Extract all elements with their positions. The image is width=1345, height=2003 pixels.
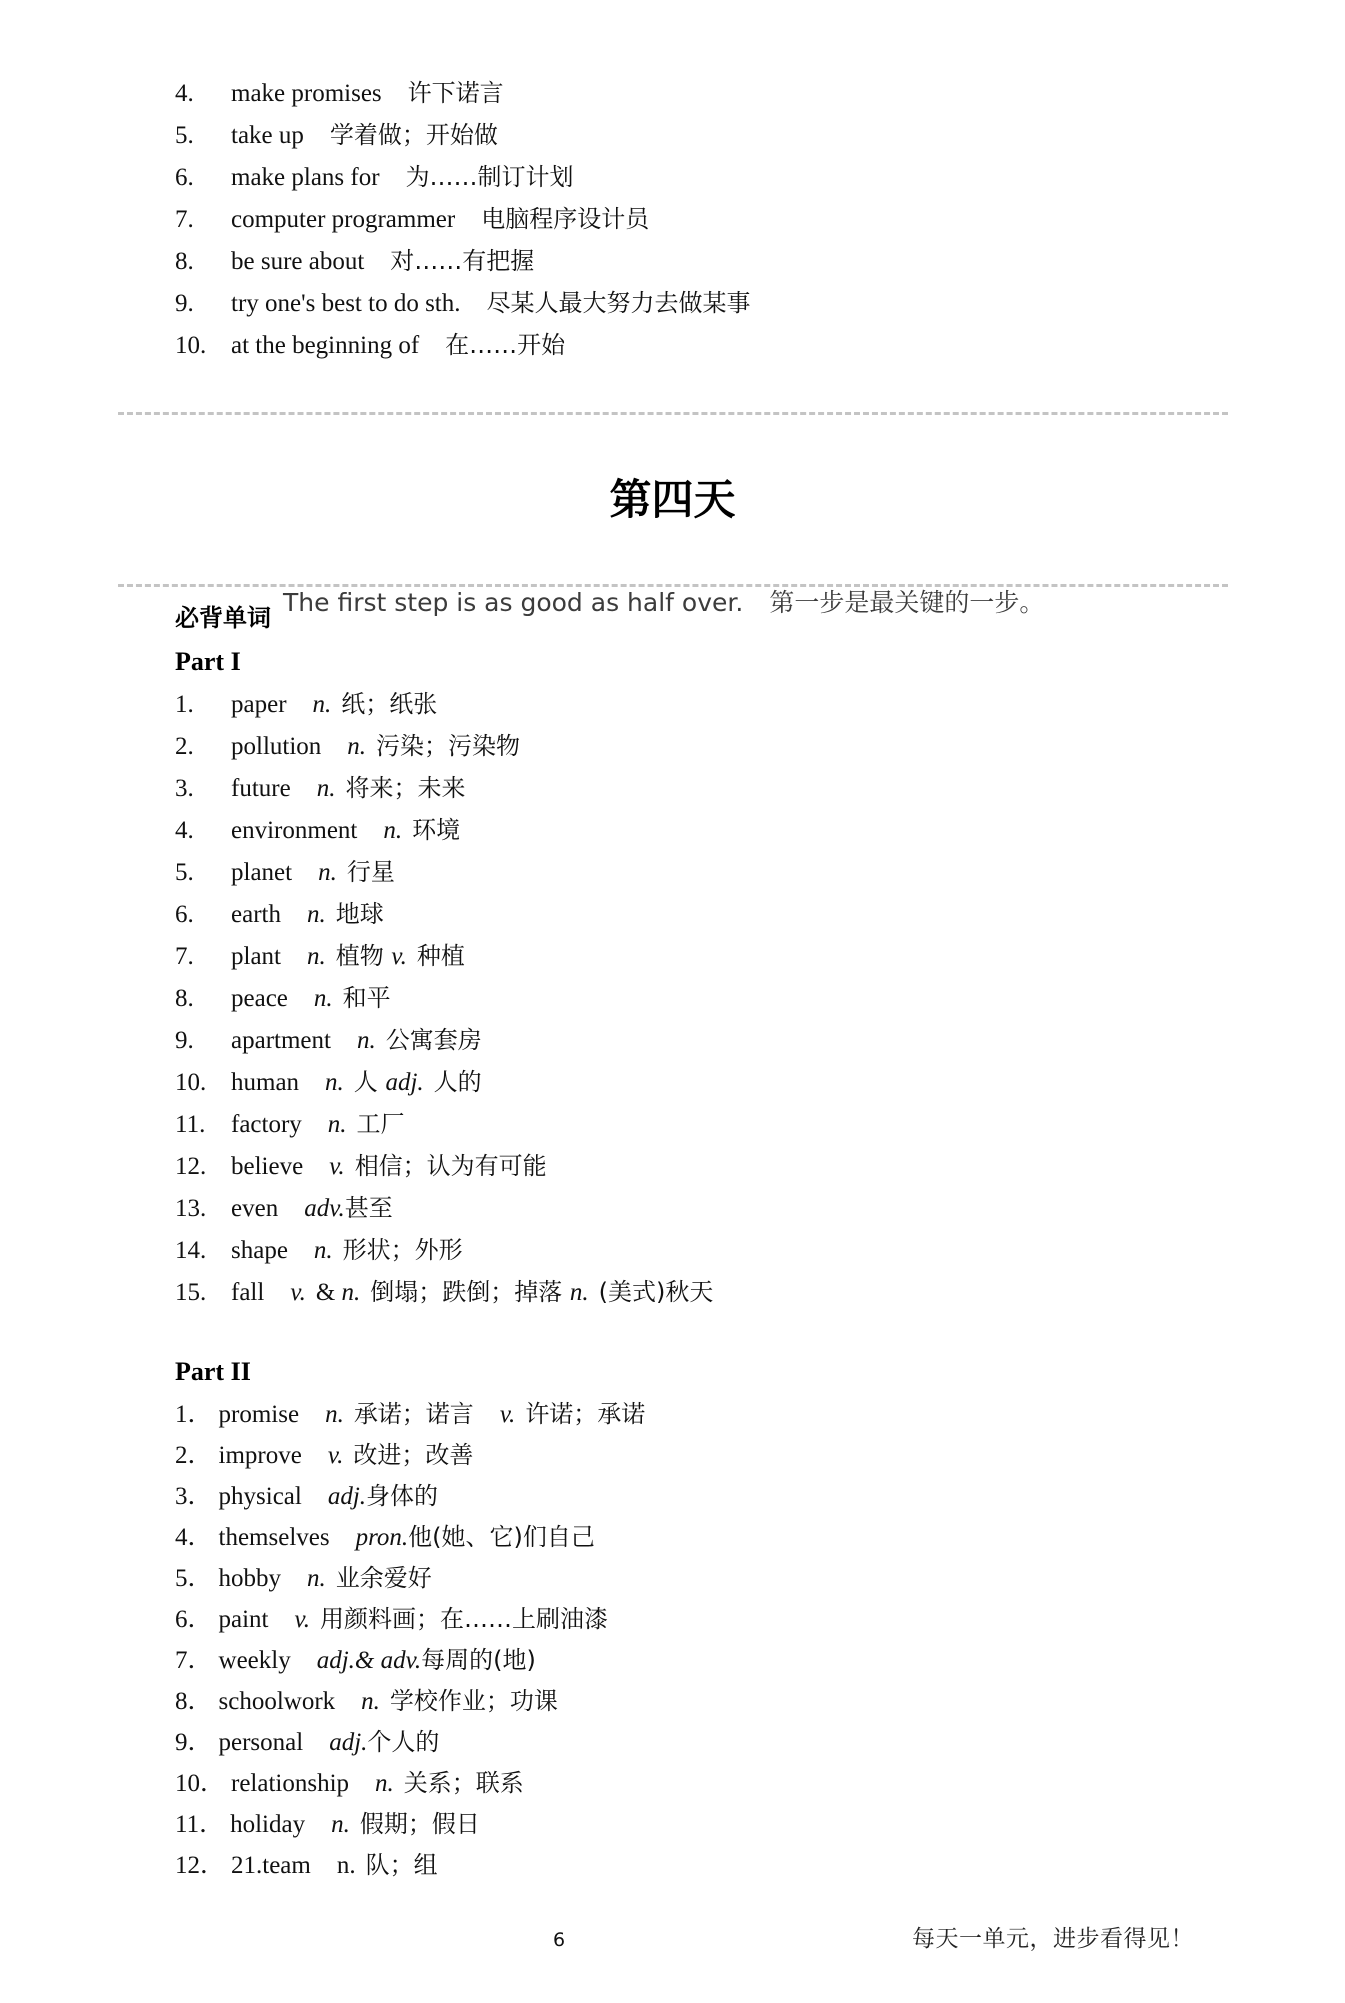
item-term: paper [231, 691, 287, 718]
item-number: 14. [175, 1237, 207, 1264]
item-number: 5． [175, 1565, 213, 1592]
item-number: 8． [175, 1688, 213, 1715]
part-of-speech: n. [361, 1688, 380, 1715]
item-meaning: 在……开始 [445, 331, 566, 359]
item-number: 2． [175, 1442, 213, 1469]
item-term: weekly [218, 1647, 291, 1674]
part-of-speech: adj. [329, 1729, 368, 1756]
part-of-speech: n. [307, 943, 326, 970]
item-term: future [231, 775, 291, 802]
item-meaning: 用颜料画；在……上刷油漆 [320, 1605, 609, 1633]
item-term: environment [231, 817, 358, 844]
item-meaning: 学着做；开始做 [329, 121, 498, 149]
vocab-item [175, 1187, 393, 1229]
item-meaning: 人 [353, 1068, 386, 1096]
item-number: 1． [175, 1401, 213, 1428]
part-of-speech: adv. [304, 1195, 345, 1222]
item-meaning: 队；组 [365, 1851, 438, 1879]
item-meaning: 对……有把握 [390, 247, 535, 275]
motto-english: The first step is as good as half over. [283, 588, 744, 617]
phrase-item [175, 282, 751, 324]
item-number: 3． [175, 1483, 213, 1510]
item-meaning: 改进；改善 [353, 1441, 474, 1469]
item-meaning: 纸；纸张 [341, 690, 438, 718]
part-of-speech: n. [336, 1852, 356, 1879]
part-of-speech: n. [331, 1811, 350, 1838]
item-meaning: 电脑程序设计员 [481, 205, 650, 233]
item-term: human [231, 1069, 300, 1096]
part-of-speech: n. [306, 901, 326, 928]
item-term: peace [231, 985, 288, 1012]
vocab-item [175, 977, 391, 1019]
vocab-item [175, 1103, 405, 1145]
vocab-item [175, 1145, 547, 1187]
vocab-item [175, 1516, 595, 1558]
part-of-speech: n. [307, 1565, 326, 1592]
item-number: 1. [175, 691, 194, 718]
item-number: 9. [175, 1027, 194, 1054]
vocab-item [175, 1475, 438, 1517]
item-number: 6． [175, 1606, 213, 1633]
item-term: make plans for [231, 164, 380, 191]
item-meaning: 业余爱好 [335, 1564, 432, 1592]
vocab-item [175, 809, 460, 851]
item-term: try one's best to do sth. [231, 290, 461, 317]
item-meaning: 许诺；承诺 [525, 1400, 646, 1428]
part-of-speech: n. [325, 1069, 344, 1096]
vocab-item [175, 1019, 482, 1061]
item-term: shape [231, 1237, 288, 1264]
item-meaning: 相信；认为有可能 [354, 1152, 547, 1180]
part-of-speech: n. [375, 1770, 394, 1797]
item-number: 3. [175, 775, 194, 802]
item-number: 7． [175, 1647, 213, 1674]
motto-quote [283, 586, 1044, 620]
item-meaning: 形状；外形 [342, 1236, 463, 1264]
item-term: make promises [231, 80, 382, 107]
item-meaning: 关系；联系 [403, 1769, 524, 1797]
item-meaning: 种植 [416, 942, 465, 970]
item-meaning: 尽某人最大努力去做某事 [486, 289, 751, 317]
part-of-speech: v. [329, 1153, 345, 1180]
part-of-speech: n. [318, 859, 337, 886]
item-term: personal [218, 1729, 304, 1756]
item-term: relationship [231, 1770, 350, 1797]
vocab-item [175, 851, 395, 893]
part-of-speech: n. [312, 691, 332, 718]
part-of-speech: n. [341, 1279, 361, 1306]
item-term: factory [231, 1111, 302, 1138]
item-term: planet [231, 859, 293, 886]
item-term: apartment [231, 1027, 331, 1054]
vocab-item [175, 1271, 713, 1313]
item-number: 13. [175, 1195, 207, 1222]
part-of-speech: n. [313, 1237, 333, 1264]
item-term: earth [231, 901, 281, 928]
item-meaning: 假期；假日 [359, 1810, 480, 1838]
item-meaning: 公寓套房 [385, 1026, 482, 1054]
part-of-speech: n. [316, 775, 336, 802]
item-meaning: 每周的(地) [421, 1646, 536, 1674]
part-of-speech: pron. [355, 1524, 409, 1551]
item-meaning: 工厂 [356, 1110, 405, 1138]
item-meaning: 倒塌；跌倒；掉落 [370, 1278, 570, 1306]
item-term: promise [218, 1401, 300, 1428]
item-number: 4. [175, 817, 194, 844]
item-number: 4． [175, 1524, 213, 1551]
phrase-item [175, 72, 504, 114]
page-number: 6 [553, 1929, 566, 1951]
phrase-item [175, 240, 534, 282]
item-term: be sure about [231, 248, 365, 275]
item-term: believe [231, 1153, 304, 1180]
part-of-speech: v. [290, 1279, 306, 1306]
item-meaning: 行星 [346, 858, 395, 886]
vocab-item [175, 1721, 439, 1763]
item-number: 9. [175, 290, 194, 317]
phrase-item [175, 156, 574, 198]
item-number: 6. [175, 901, 194, 928]
item-meaning: 人的 [433, 1068, 482, 1096]
vocab-item [175, 1061, 482, 1103]
item-term: at the beginning of [231, 332, 420, 359]
item-number: 12. [175, 1153, 207, 1180]
day-title: 第四天 [609, 475, 736, 524]
item-term: holiday [230, 1811, 306, 1838]
part-of-speech: n. [327, 1111, 347, 1138]
item-number: 4. [175, 80, 194, 107]
item-number: 11. [175, 1111, 206, 1138]
item-term: physical [218, 1483, 302, 1510]
vocab-item [175, 1229, 463, 1271]
part-1-heading: Part I [175, 647, 241, 676]
item-meaning: 植物 [335, 942, 392, 970]
vocab-item [175, 1434, 473, 1476]
part-of-speech: adj. [327, 1483, 367, 1510]
part-of-speech: v. [499, 1401, 516, 1428]
item-conjunction: & [315, 1279, 342, 1306]
motto-chinese: 第一步是最关键的一步。 [769, 588, 1045, 617]
item-meaning: 个人的 [367, 1728, 440, 1756]
item-number: 11． [175, 1811, 225, 1838]
vocab-item [175, 1803, 480, 1845]
item-meaning: 将来；未来 [345, 774, 466, 802]
footer-slogan: 每天一单元，进步看得见！ [912, 1926, 1194, 1952]
item-term: take up [231, 122, 304, 149]
vocab-item [175, 767, 465, 809]
vocab-item [175, 1598, 608, 1640]
item-meaning: 污染；污染物 [376, 732, 521, 760]
part-of-speech: v. [294, 1606, 311, 1633]
item-term: themselves [218, 1524, 330, 1551]
item-number: 7. [175, 943, 194, 970]
item-term: paint [218, 1606, 269, 1633]
vocab-item [175, 935, 465, 977]
item-number: 8. [175, 985, 194, 1012]
item-term: plant [231, 943, 281, 970]
vocab-item [175, 1762, 524, 1804]
item-number: 7. [175, 206, 194, 233]
part-of-speech: n. [347, 733, 367, 760]
item-number: 8. [175, 248, 194, 275]
item-meaning: 许下诺言 [407, 79, 504, 107]
item-number: 5. [175, 122, 194, 149]
vocab-item [175, 1557, 432, 1599]
vocab-item [175, 1639, 536, 1681]
item-term: fall [231, 1279, 265, 1306]
item-number: 10． [175, 1770, 226, 1797]
part-of-speech: v. [327, 1442, 344, 1469]
vocab-item [175, 1844, 438, 1886]
section-label-must-memorize-words: 必背单词 [175, 604, 271, 632]
part-of-speech: n. [569, 1279, 589, 1306]
part-of-speech: n. [356, 1027, 376, 1054]
part-of-speech: n. [313, 985, 333, 1012]
item-term: computer programmer [231, 206, 456, 233]
item-meaning: 环境 [412, 816, 461, 844]
item-number: 5. [175, 859, 194, 886]
vocab-item [175, 1393, 645, 1435]
phrase-item [175, 198, 649, 240]
item-meaning: 承诺；诺言 [353, 1400, 474, 1428]
vocab-item [175, 683, 437, 725]
dashed-divider-top [118, 412, 1228, 415]
item-meaning: (美式)秋天 [598, 1278, 714, 1306]
item-meaning: 甚至 [344, 1194, 393, 1222]
part-of-speech: v. [391, 943, 407, 970]
item-number: 6. [175, 164, 194, 191]
item-number: 10. [175, 1069, 207, 1096]
item-meaning: 他(她、它)们自己 [408, 1523, 595, 1551]
part-of-speech: n. [325, 1401, 344, 1428]
item-term: 21.team [231, 1852, 311, 1879]
item-number: 10. [175, 332, 207, 359]
phrase-item [175, 114, 498, 156]
item-meaning: 身体的 [366, 1482, 439, 1510]
phrase-item [175, 324, 565, 366]
item-number: 15. [175, 1279, 207, 1306]
part-of-speech: adj.& adv. [316, 1647, 422, 1674]
vocab-item [175, 893, 384, 935]
item-term: hobby [218, 1565, 282, 1592]
item-number: 12． [175, 1852, 226, 1879]
part-of-speech: adj. [385, 1069, 424, 1096]
item-term: pollution [231, 733, 322, 760]
item-term: even [231, 1195, 279, 1222]
part-2-heading: Part II [175, 1357, 251, 1386]
item-meaning: 地球 [335, 900, 384, 928]
item-term: schoolwork [218, 1688, 336, 1715]
item-term: improve [218, 1442, 302, 1469]
item-meaning: 和平 [342, 984, 391, 1012]
item-meaning: 学校作业；功课 [389, 1687, 558, 1715]
part-of-speech: n. [383, 817, 403, 844]
vocab-item [175, 1680, 558, 1722]
vocab-item [175, 725, 520, 767]
item-meaning: 为……制订计划 [405, 163, 574, 191]
item-number: 9． [175, 1729, 213, 1756]
item-number: 2. [175, 733, 194, 760]
